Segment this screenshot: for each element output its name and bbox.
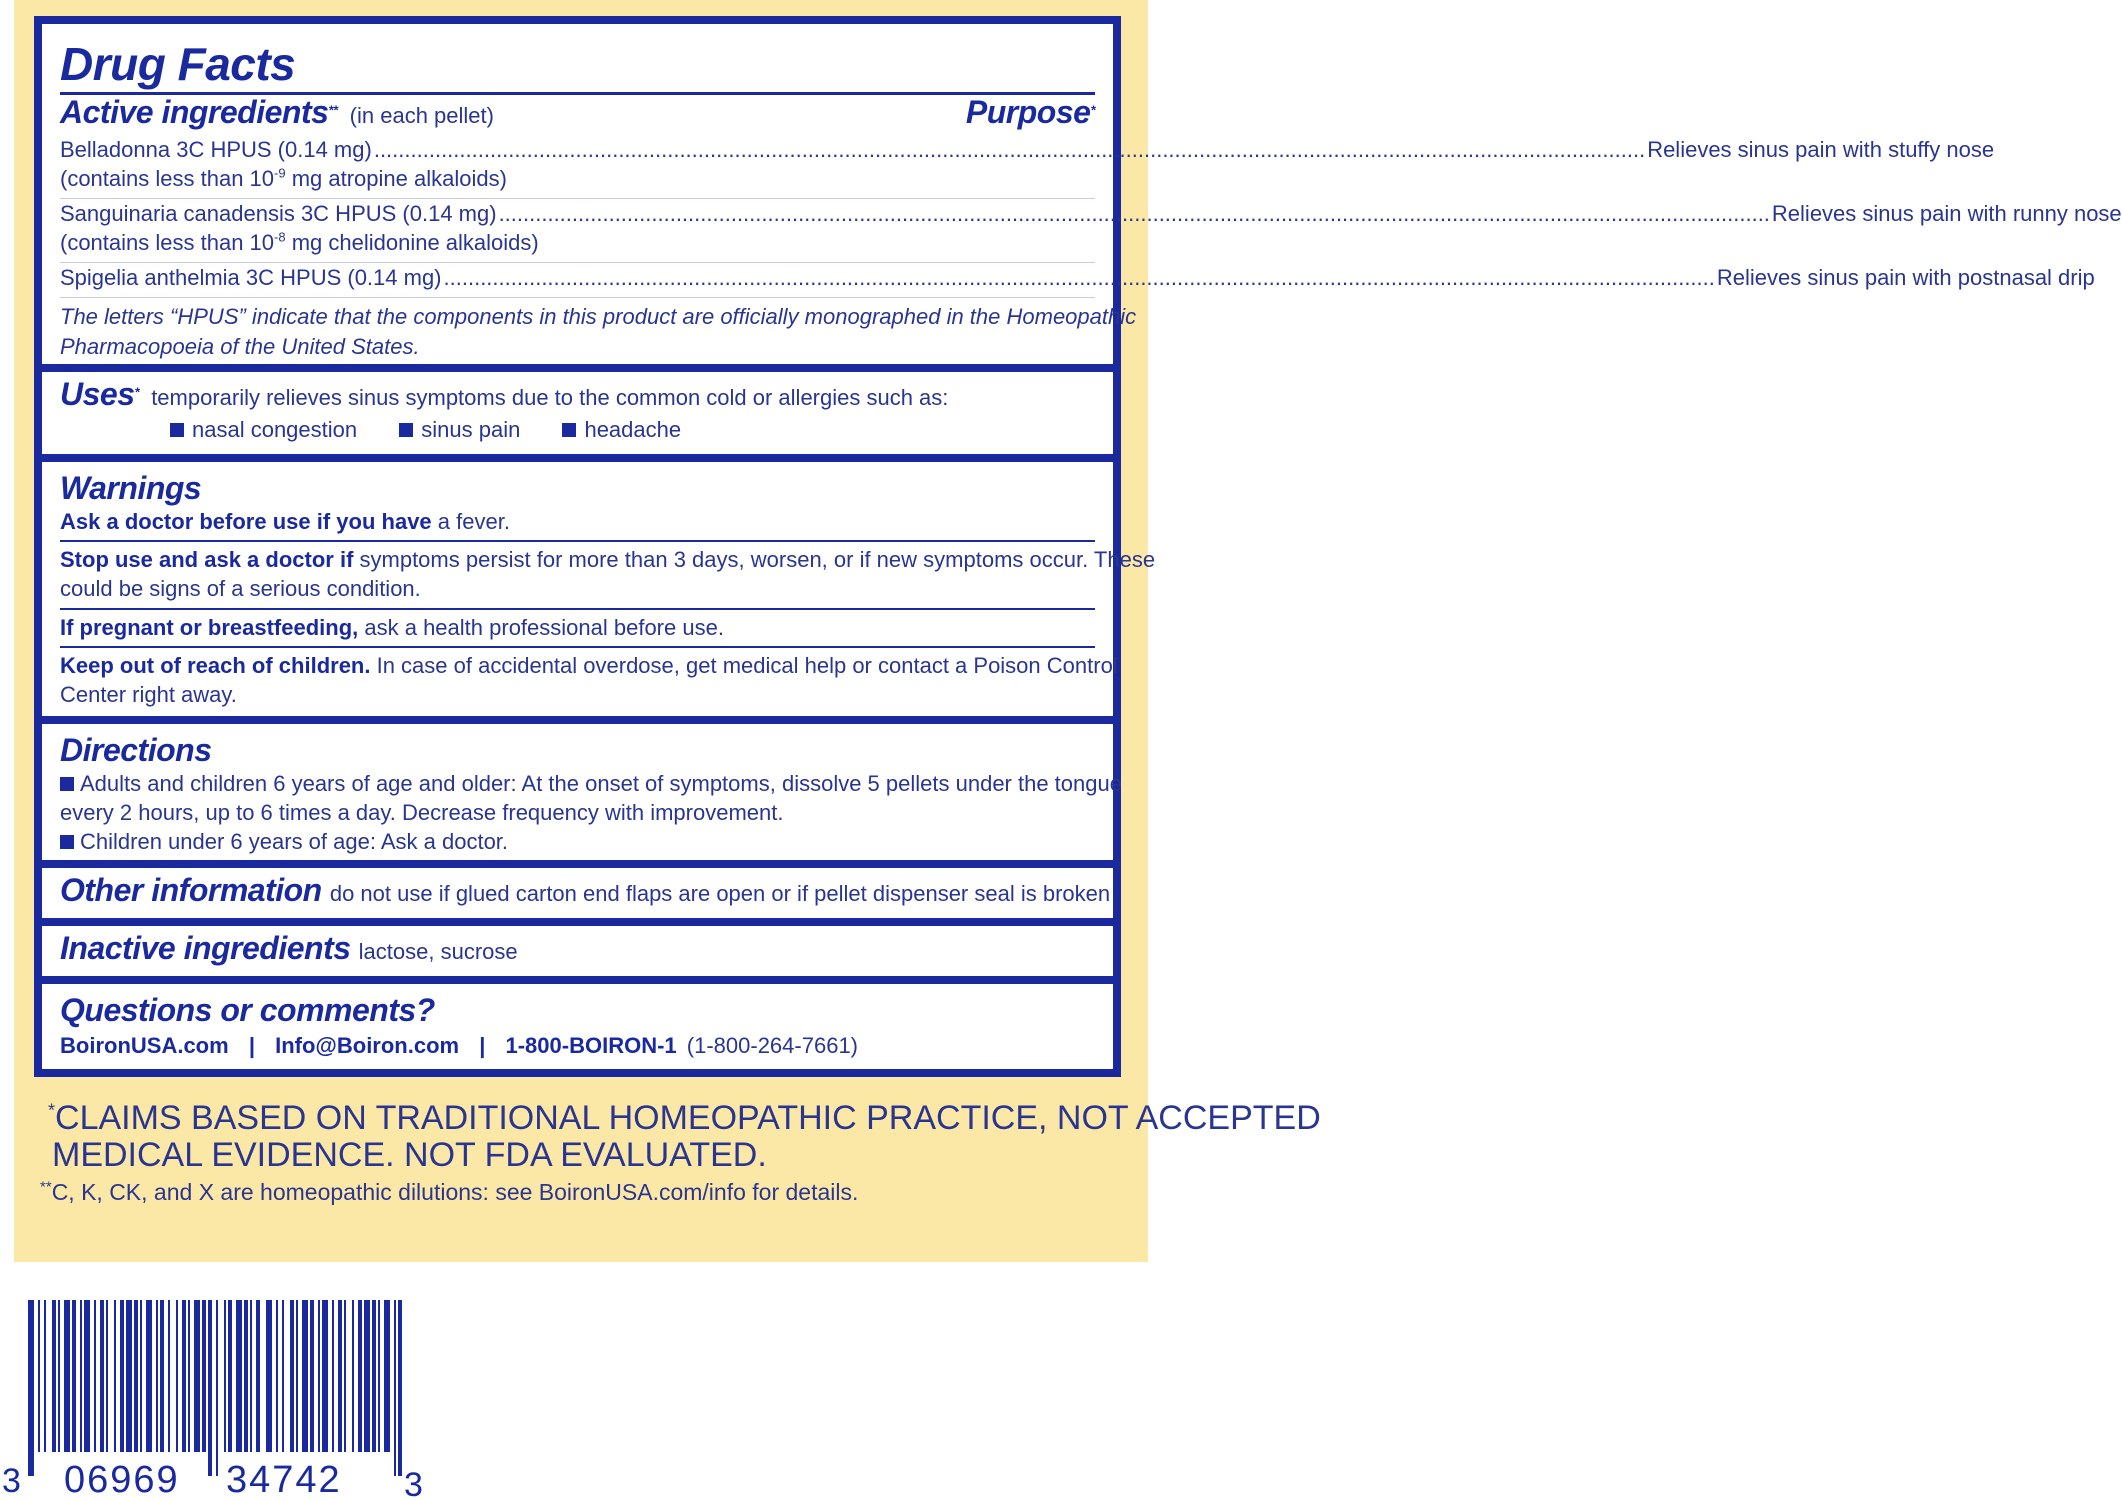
bullet-text: sinus pain [421,417,521,442]
barcode-bar [202,1300,206,1452]
barcode-bar [182,1300,186,1452]
email-link[interactable]: Info@Boiron.com [275,1033,460,1058]
questions-heading: Questions or comments? [60,992,435,1028]
barcode-bar [398,1300,402,1476]
barcode-bar [302,1300,308,1452]
barcode-bar [156,1300,158,1452]
barcode-bar [188,1300,190,1452]
barcode-bar [208,1300,212,1476]
drug-facts-panel [34,16,2122,1077]
barcode-bars [28,1300,402,1476]
warning-text: ask a health professional before use. [358,615,724,640]
warning-bold-text: If pregnant or breastfeeding, [60,615,359,640]
directions-adults-cont: every 2 hours, up to 6 times a day. Decrease frequency with improvement. [60,800,784,825]
barcode-bar [236,1300,242,1452]
barcode-bar [358,1300,362,1452]
claims-mark: * [48,1100,56,1121]
uses-heading: Uses [60,376,135,412]
contact-row [60,1032,1095,1060]
directions-text: Adults and children 6 years of age and older: At the onset of symptoms, dissolve 5 pellets under the tongue [80,771,1122,796]
ingredient-row [60,200,2122,228]
warnings-section [42,462,1156,716]
bullet-square-icon [562,423,576,437]
barcode-bar [114,1300,116,1452]
barcode-bar [352,1300,354,1452]
warning-stop-use [60,546,1156,574]
phone-number[interactable]: 1-800-BOIRON-1 [505,1033,677,1058]
directions-section [42,724,1122,860]
dilution-text: C, K, CK, and X are homeopathic dilutions: see BoironUSA.com/info for details. [51,1179,859,1205]
bullet-item [170,417,357,442]
claims-footnote [48,1100,1321,1136]
barcode-bar [322,1300,328,1452]
warning-divider [60,540,1095,542]
warning-bold-text: Stop use and ask a doctor if [60,547,354,572]
active-heading-mark: ** [328,102,338,118]
ingredient-note-text: mg chelidonine alkaloids) [285,230,539,255]
directions-heading: Directions [60,732,212,768]
barcode-digit-group-2: 34742 [226,1459,342,1500]
active-header-row [60,94,1095,136]
warning-keep-out [60,652,1118,680]
barcode-bar [52,1300,56,1452]
inactive-ingredients-section [42,926,1113,976]
directions-adults [60,770,1122,798]
barcode-bar [80,1300,82,1452]
barcode-bar [318,1300,320,1452]
barcode-bar [394,1300,396,1476]
claims-text: CLAIMS BASED ON TRADITIONAL HOMEOPATHIC PRACTICE, NOT ACCEPTED [55,1099,1321,1137]
leader-dots [499,200,1770,228]
ingredient-note-text: (contains less than 10 [60,230,275,255]
directions-children [60,828,1095,856]
warnings-heading: Warnings [60,470,202,506]
bullet-square-icon [399,423,413,437]
barcode-bar [28,1300,34,1476]
barcode-bar [44,1300,46,1452]
barcode-bar [84,1300,90,1452]
barcode-bar [216,1300,218,1476]
website-link[interactable]: BoironUSA.com [60,1033,229,1058]
barcode-bar [146,1300,152,1452]
warning-stop-use-cont: could be signs of a serious condition. [60,576,421,601]
warning-ask-doctor [60,508,1095,536]
warning-divider [60,646,1095,648]
warning-bold-text: Ask a doctor before use if you have [60,509,432,534]
active-ingredients-heading: Active ingredients [60,94,329,130]
warning-text: In case of accidental overdose, get medical help or contact a Poison Control [370,653,1118,678]
bullet-square-icon [170,423,184,437]
barcode-bar [58,1300,60,1452]
active-heading-note: (in each pellet) [349,103,494,128]
bullet-square-icon [60,777,74,791]
other-info-row [60,872,1111,912]
ingredient-name: Sanguinaria canadensis 3C HPUS (0.14 mg) [60,201,497,226]
leader-dots [444,264,1715,292]
barcode-digit-group-1: 06969 [64,1459,180,1500]
barcode [0,1300,440,1500]
directions-text: Children under 6 years of age: Ask a doctor. [80,829,509,854]
ingredient-row [60,264,2095,292]
ingredient-note [60,165,1095,193]
warning-keep-out-cont: Center right away. [60,682,237,707]
questions-section [42,984,1113,1069]
barcode-digit-right: 3 [404,1466,423,1500]
ingredient-purpose: Relieves sinus pain with stuffy nose [1647,137,1995,162]
ingredient-note [60,229,1095,257]
barcode-bar [332,1300,334,1452]
ingredient-name: Belladonna 3C HPUS (0.14 mg) [60,137,372,162]
barcode-bar [250,1300,252,1452]
barcode-bar [290,1300,294,1452]
bullet-item [562,417,681,442]
purpose-heading-mark: * [1090,102,1095,118]
barcode-bar [244,1300,248,1452]
barcode-bar [100,1300,104,1452]
barcode-bar [228,1300,232,1452]
barcode-bar [276,1300,278,1452]
bullet-text: nasal congestion [192,417,358,442]
warning-text: a fever. [431,509,510,534]
inactive-text: lactose, sucrose [358,939,518,964]
barcode-bar [168,1300,170,1452]
barcode-bar [160,1300,164,1452]
barcode-bar [378,1300,380,1452]
ingredient-divider [60,262,1095,263]
claims-footnote-cont: MEDICAL EVIDENCE. NOT FDA EVALUATED. [52,1136,767,1174]
ingredient-note-exponent: -8 [274,229,286,245]
barcode-bar [38,1300,40,1452]
barcode-bar [282,1300,284,1452]
bullet-square-icon [60,835,74,849]
ingredient-divider [60,198,1095,199]
uses-row [60,376,1095,416]
barcode-bar [364,1300,370,1452]
ingredient-note-text: (contains less than 10 [60,166,275,191]
other-info-heading: Other information [60,872,322,908]
drug-facts-title: Drug Facts [60,38,296,90]
inactive-row [60,930,1095,970]
uses-text: temporarily relieves sinus symptoms due to the common cold or allergies such as: [151,385,949,410]
ingredient-note-text: mg atropine alkaloids) [285,166,507,191]
barcode-bar [176,1300,178,1452]
dilution-footnote [40,1178,858,1206]
barcode-bar [296,1300,298,1452]
barcode-bar [310,1300,314,1452]
hpus-note: Pharmacopoeia of the United States. [60,334,420,359]
barcode-bar [344,1300,346,1452]
ingredient-name: Spigelia anthelmia 3C HPUS (0.14 mg) [60,265,442,290]
ingredient-row [60,136,1995,164]
phone-number-numeric: (1-800-264-7661) [686,1033,859,1058]
barcode-bar [194,1300,200,1452]
ingredient-divider [60,297,1095,298]
barcode-bar [106,1300,108,1452]
other-info-text: do not use if glued carton end flaps are open or if pellet dispenser seal is broken [329,881,1111,906]
barcode-bar [224,1300,226,1452]
other-information-section [42,868,1113,918]
uses-heading-mark: * [134,384,140,400]
barcode-bar [256,1300,260,1452]
barcode-bar [72,1300,76,1452]
warning-text: symptoms persist for more than 3 days, worsen, or if new symptoms occur. These [353,547,1156,572]
barcode-bar [266,1300,272,1452]
hpus-note: The letters “HPUS” indicate that the components in this product are officially monographed in the Homeopathic [60,304,1137,329]
ingredient-purpose: Relieves sinus pain with postnasal drip [1716,265,2095,290]
barcode-bar [372,1300,376,1452]
leader-dots [374,136,1645,164]
purpose-heading-wrap [965,94,1095,130]
barcode-bar [64,1300,70,1452]
contact-divider: | [248,1033,255,1058]
barcode-bar [120,1300,124,1452]
ingredient-note-exponent: -9 [274,165,286,181]
warning-bold-text: Keep out of reach of children. [60,653,371,678]
barcode-bar [140,1300,142,1452]
contact-divider: | [479,1033,486,1058]
active-ingredients-section [42,24,2122,364]
barcode-bar [134,1300,138,1452]
barcode-bar [384,1300,390,1452]
purpose-heading: Purpose [965,94,1091,130]
inactive-heading: Inactive ingredients [60,930,351,966]
barcode-bar [338,1300,342,1452]
bullet-text: headache [584,417,682,442]
barcode-digit-left: 3 [2,1462,21,1500]
uses-bullets [170,416,1095,444]
ingredient-purpose: Relieves sinus pain with runny nose [1771,201,2122,226]
warning-pregnant [60,614,1095,642]
barcode-bar [94,1300,96,1452]
bullet-item [399,417,520,442]
uses-section [42,372,1113,454]
warning-divider [60,608,1095,610]
barcode-bar [126,1300,132,1452]
dilution-mark: ** [40,1178,52,1196]
